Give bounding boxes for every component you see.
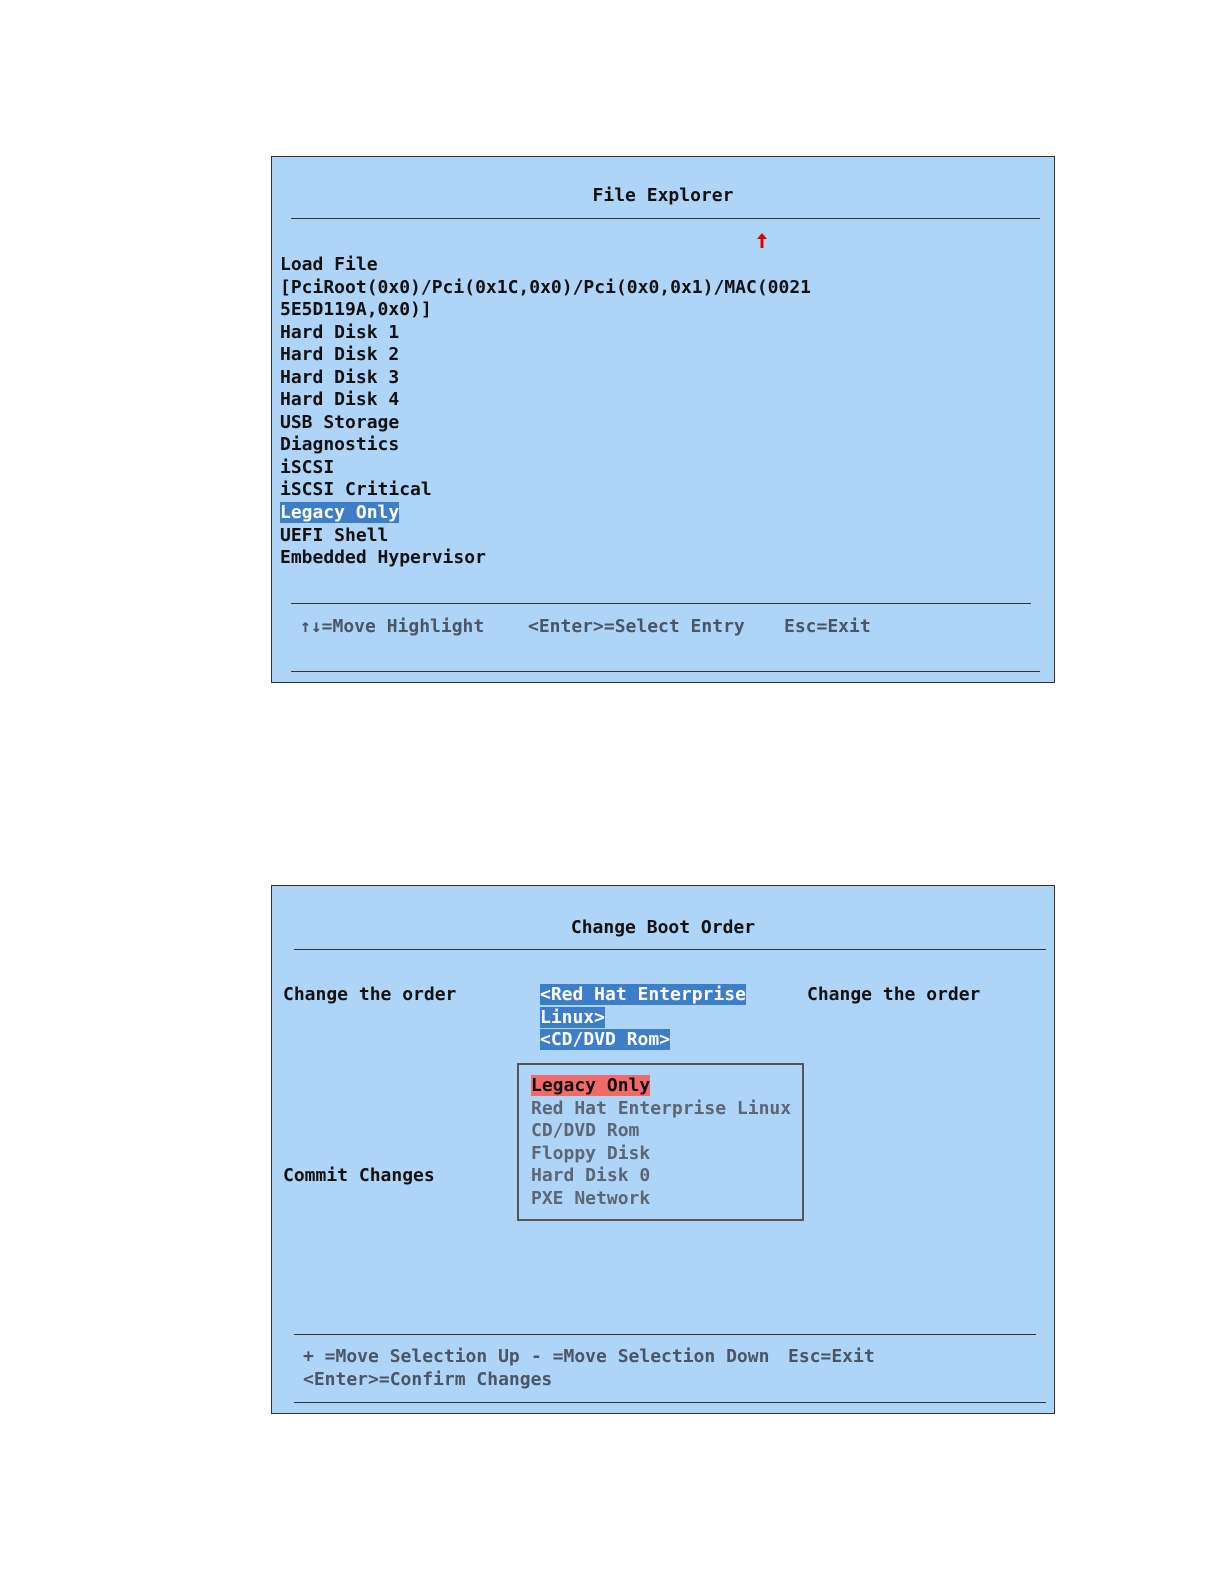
popup-item-pxe-network[interactable]: PXE Network (531, 1188, 651, 1209)
boot-order-entry-2[interactable] (540, 1029, 670, 1051)
annotation-arrow-icon (756, 233, 768, 249)
help-move-down: - =Move Selection Down (531, 1346, 770, 1367)
help-select-entry: <Enter>=Select Entry (528, 616, 745, 637)
change-order-label: Change the order (283, 984, 457, 1005)
popup-selected-label: Legacy Only (531, 1075, 651, 1096)
help-move-highlight: ↑↓=Move Highlight (300, 616, 485, 637)
help-move-up: + =Move Selection Up (303, 1346, 520, 1367)
help-exit: Esc=Exit (788, 1346, 875, 1367)
menu-item-device-path-line1[interactable]: [PciRoot(0x0)/Pci(0x1C,0x0)/Pci(0x0,0x1)/MAC(0021 (280, 277, 812, 298)
popup-item-floppy[interactable]: Floppy Disk (531, 1143, 651, 1164)
menu-item-hard-disk-2[interactable]: Hard Disk 2 (280, 344, 400, 365)
boot-order-entry-1-label: <Red Hat Enterprise (540, 984, 746, 1005)
menu-item-uefi-shell[interactable]: UEFI Shell (280, 525, 389, 546)
change-order-help-text: Change the order (807, 984, 981, 1005)
boot-order-entry-1[interactable] (540, 984, 746, 1006)
popup-item-red-hat[interactable]: Red Hat Enterprise Linux (531, 1098, 792, 1119)
boot-order-entry-2-label: <CD/DVD Rom> (540, 1029, 671, 1050)
menu-item-iscsi[interactable]: iSCSI (280, 457, 335, 478)
menu-item-embedded-hypervisor[interactable]: Embedded Hypervisor (280, 547, 486, 568)
change-boot-order-screen (271, 885, 1055, 1414)
boot-order-entry-1-label-cont: Linux> (540, 1007, 606, 1028)
popup-item-hard-disk-0[interactable]: Hard Disk 0 (531, 1165, 651, 1186)
boot-order-entry-1-cont[interactable] (540, 1007, 605, 1029)
menu-item-usb-storage[interactable]: USB Storage (280, 412, 400, 433)
title-divider (294, 949, 1046, 950)
menu-item-legacy-only-selected[interactable] (280, 502, 399, 524)
menu-item-iscsi-critical[interactable]: iSCSI Critical (280, 479, 432, 500)
file-explorer-title: File Explorer (592, 185, 734, 206)
menu-item-hard-disk-4[interactable]: Hard Disk 4 (280, 389, 400, 410)
help-divider-top (294, 1334, 1036, 1335)
help-divider-bottom (291, 671, 1040, 672)
menu-item-load-file[interactable]: Load File (280, 254, 378, 275)
help-confirm-changes: <Enter>=Confirm Changes (303, 1369, 553, 1390)
help-divider-top (291, 603, 1031, 604)
selected-item-label: Legacy Only (280, 502, 400, 523)
popup-item-legacy-only[interactable] (531, 1075, 650, 1097)
change-boot-order-title: Change Boot Order (570, 917, 756, 938)
menu-item-device-path-line2[interactable]: 5E5D119A,0x0)] (280, 299, 432, 320)
popup-item-cd-dvd[interactable]: CD/DVD Rom (531, 1120, 640, 1141)
boot-option-popup (517, 1063, 804, 1221)
help-exit: Esc=Exit (784, 616, 871, 637)
help-divider-bottom (294, 1402, 1046, 1403)
menu-item-diagnostics[interactable]: Diagnostics (280, 434, 400, 455)
menu-item-hard-disk-3[interactable]: Hard Disk 3 (280, 367, 400, 388)
menu-item-hard-disk-1[interactable]: Hard Disk 1 (280, 322, 400, 343)
commit-changes-item[interactable]: Commit Changes (283, 1165, 435, 1186)
file-explorer-screen (271, 156, 1055, 683)
title-divider (291, 218, 1040, 219)
